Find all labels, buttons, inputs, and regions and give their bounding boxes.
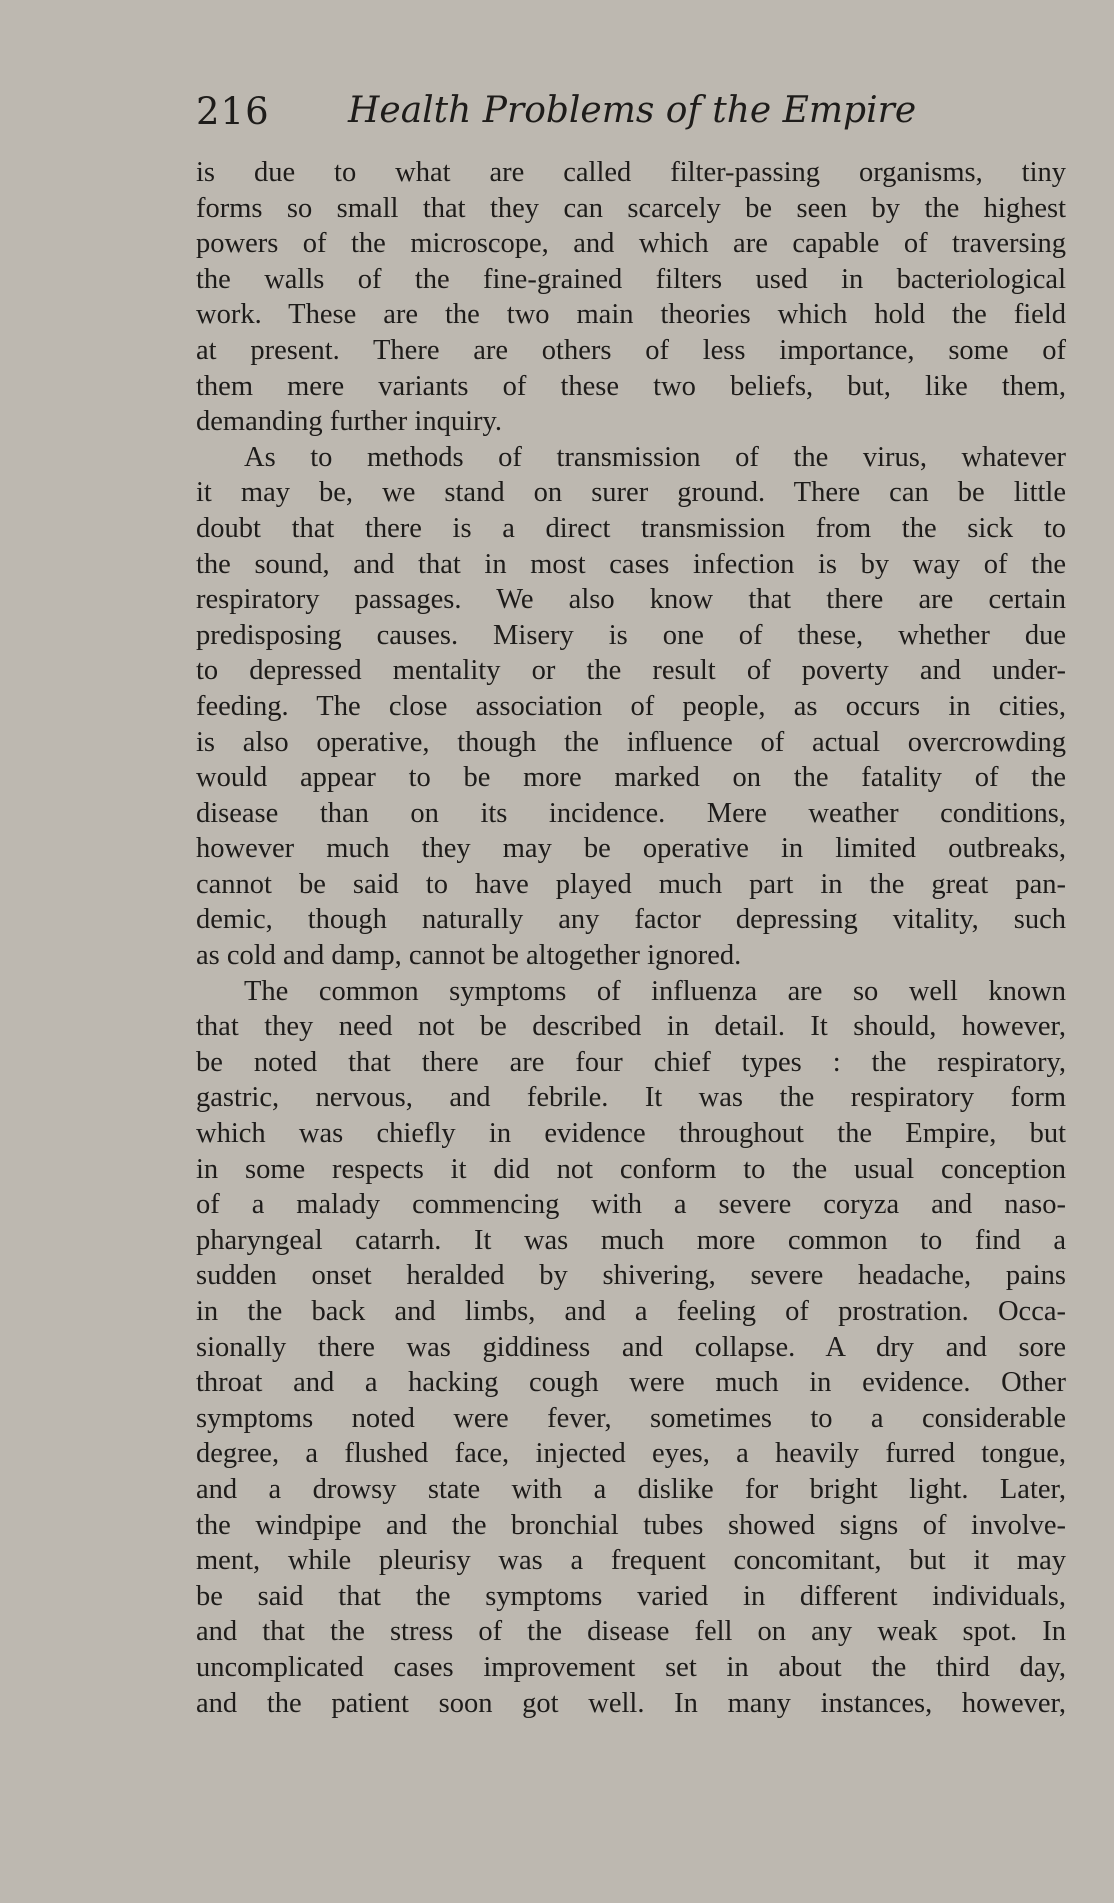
- text-line: demic, though naturally any factor depressing vitality, such: [196, 904, 1066, 936]
- text-line: be noted that there are four chief types : the respiratory,: [196, 1046, 1066, 1078]
- text-line: that they need not be described in detail. It should, however,: [196, 1011, 1066, 1043]
- running-title: Health Problems of the Empire: [348, 90, 917, 131]
- text-line: respiratory passages. We also know that there are certain: [196, 584, 1066, 616]
- text-line: disease than on its incidence. Mere weather conditions,: [196, 797, 1066, 829]
- text-line: and that the stress of the disease fell on any weak spot. In: [196, 1616, 1066, 1648]
- text-line: forms so small that they can scarcely be seen by the highest: [196, 192, 1066, 224]
- text-line: powers of the microscope, and which are capable of traversing: [196, 228, 1066, 260]
- text-line: doubt that there is a direct transmission from the sick to: [196, 512, 1066, 544]
- text-line: the walls of the fine-grained filters used in bacteriological: [196, 263, 1066, 295]
- text-line: of a malady commencing with a severe coryza and naso-: [196, 1189, 1066, 1221]
- text-line: feeding. The close association of people, as occurs in cities,: [196, 690, 1066, 722]
- text-line: The common symptoms of influenza are so well known: [244, 975, 1066, 1007]
- text-line: the windpipe and the bronchial tubes showed signs of involve-: [196, 1509, 1066, 1541]
- text-line: pharyngeal catarrh. It was much more common to find a: [196, 1224, 1066, 1256]
- text-line: predisposing causes. Misery is one of these, whether due: [196, 619, 1066, 651]
- text-line: at present. There are others of less importance, some of: [196, 334, 1066, 366]
- text-line: would appear to be more marked on the fatality of the: [196, 762, 1066, 794]
- text-line: is also operative, though the influence of actual overcrowding: [196, 726, 1066, 758]
- text-line: as cold and damp, cannot be altogether ignored.: [196, 940, 742, 972]
- text-line: it may be, we stand on surer ground. There can be little: [196, 477, 1066, 509]
- text-line: As to methods of transmission of the virus, whatever: [244, 441, 1066, 473]
- text-line: uncomplicated cases improvement set in about the third day,: [196, 1651, 1066, 1683]
- text-line: degree, a flushed face, injected eyes, a heavily furred tongue,: [196, 1438, 1066, 1470]
- text-line: the sound, and that in most cases infection is by way of the: [196, 548, 1066, 580]
- text-line: work. These are the two main theories which hold the field: [196, 299, 1066, 331]
- page-header: [196, 90, 917, 146]
- text-line: ment, while pleurisy was a frequent concomitant, but it may: [196, 1545, 1066, 1577]
- text-line: gastric, nervous, and febrile. It was the respiratory form: [196, 1082, 1066, 1114]
- text-line: and a drowsy state with a dislike for bright light. Later,: [196, 1473, 1066, 1505]
- body-text: [196, 155, 1066, 1721]
- text-line: sudden onset heralded by shivering, severe headache, pains: [196, 1260, 1066, 1292]
- text-line: symptoms noted were fever, sometimes to a considerable: [196, 1402, 1066, 1434]
- text-line: them mere variants of these two beliefs, but, like them,: [196, 370, 1066, 402]
- text-line: which was chiefly in evidence throughout the Empire, but: [196, 1118, 1066, 1150]
- text-line: in some respects it did not conform to the usual conception: [196, 1153, 1066, 1185]
- text-line: cannot be said to have played much part in the great pan-: [196, 868, 1066, 900]
- text-line: sionally there was giddiness and collapse. A dry and sore: [196, 1331, 1066, 1363]
- text-line: is due to what are called filter-passing organisms, tiny: [196, 157, 1066, 188]
- text-line: throat and a hacking cough were much in evidence. Other: [196, 1367, 1066, 1399]
- text-line: however much they may be operative in limited outbreaks,: [196, 833, 1066, 865]
- text-line: to depressed mentality or the result of poverty and under-: [196, 655, 1066, 687]
- page-number: 216: [196, 90, 270, 133]
- text-line: be said that the symptoms varied in different individuals,: [196, 1580, 1066, 1612]
- text-line: demanding further inquiry.: [196, 406, 503, 438]
- text-line: and the patient soon got well. In many instances, however,: [196, 1687, 1066, 1719]
- text-line: in the back and limbs, and a feeling of prostration. Occa-: [196, 1296, 1066, 1327]
